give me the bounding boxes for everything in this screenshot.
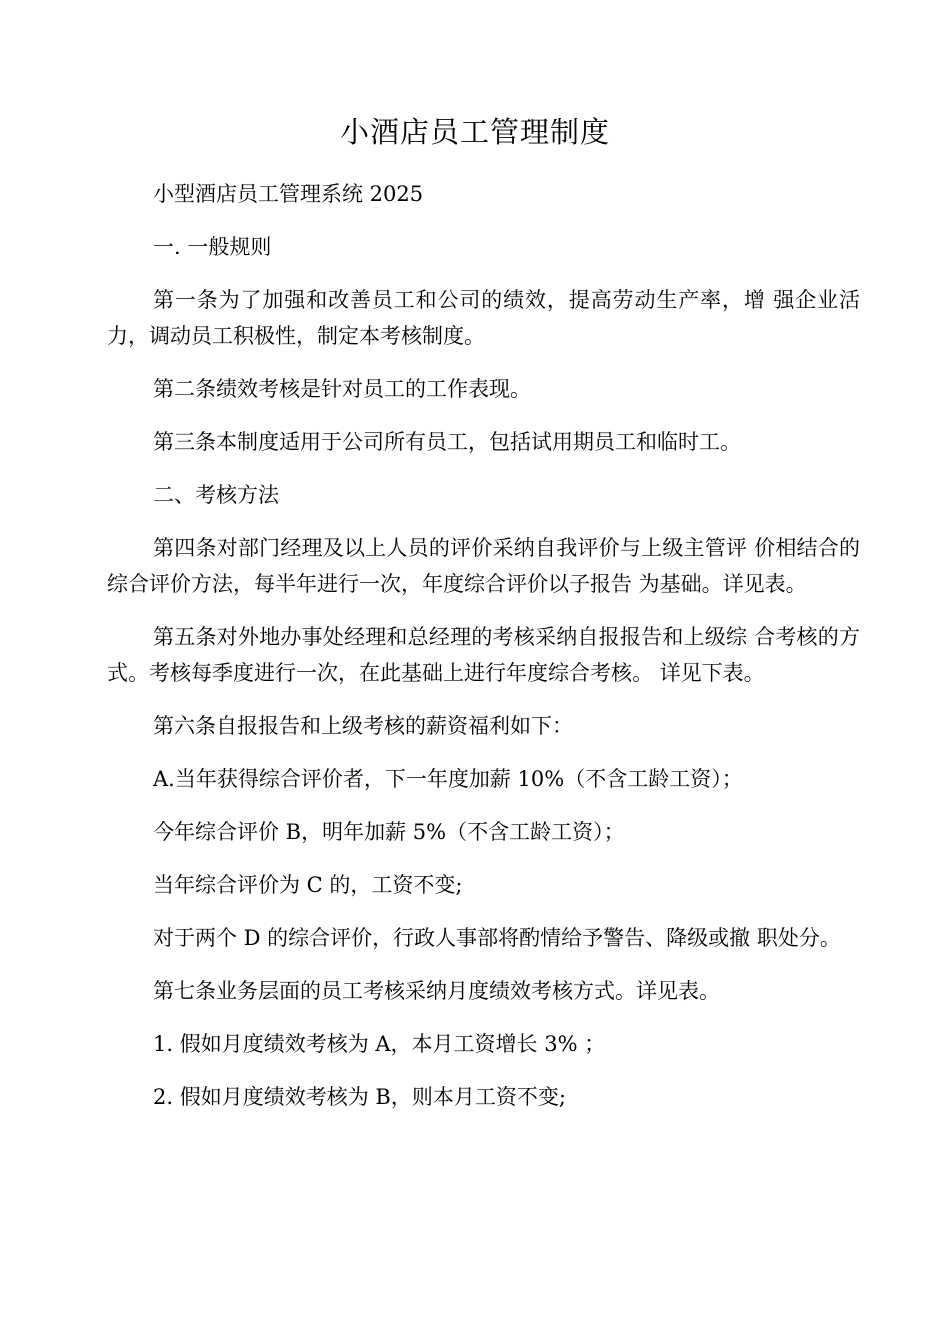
grade-a-paragraph: A.当年获得综合评价者，下一年度加薪 10%（不含工龄工资）； [153, 767, 743, 791]
article-5-paragraph: 第五条对外地办事处经理和总经理的考核采纳自报报告和上级综 合考核的方式。考核每季度进行一次，在此基础上进行年度综合考核。 详见下表。 [107, 625, 860, 685]
document-body [107, 176, 860, 1132]
section-heading-assessment-methods: 二、考核方法 [153, 483, 279, 507]
article-7-paragraph: 第七条业务层面的员工考核采纳月度绩效考核方式。详见表。 [153, 979, 720, 1003]
section-heading-general-rules: 一. 一般规则 [153, 235, 272, 259]
article-2-paragraph: 第二条绩效考核是针对员工的工作表现。 [153, 377, 531, 401]
grade-c-paragraph: 当年综合评价为 C 的，工资不变; [153, 873, 463, 897]
grade-b-paragraph: 今年综合评价 B，明年加薪 5%（不含工龄工资）； [153, 820, 625, 844]
article-6-paragraph: 第六条自报报告和上级考核的薪资福利如下： [153, 714, 573, 738]
subtitle-paragraph: 小型酒店员工管理系统 2025 [153, 182, 424, 206]
article-1-paragraph: 第一条为了加强和改善员工和公司的绩效，提高劳动生产率，增 强企业活力，调动员工积极性，制定本考核制度。 [107, 288, 860, 348]
article-4-paragraph: 第四条对部门经理及以上人员的评价采纳自我评价与上级主管评 价相结合的综合评价方法，每半年进行一次，年度综合评价以子报告 为基础。详见表。 [107, 536, 860, 596]
document-title: 小酒店员工管理制度 [339, 115, 610, 149]
grade-d-paragraph: 对于两个 D 的综合评价，行政人事部将酌情给予警告、降级或撤 职处分。 [153, 926, 841, 950]
monthly-grade-b-item: 2. 假如月度绩效考核为 B，则本月工资不变; [153, 1085, 566, 1109]
article-3-paragraph: 第三条本制度适用于公司所有员工，包括试用期员工和临时工。 [153, 430, 741, 454]
monthly-grade-a-item: 1. 假如月度绩效考核为 A，本月工资增长 3% ； [153, 1032, 606, 1056]
